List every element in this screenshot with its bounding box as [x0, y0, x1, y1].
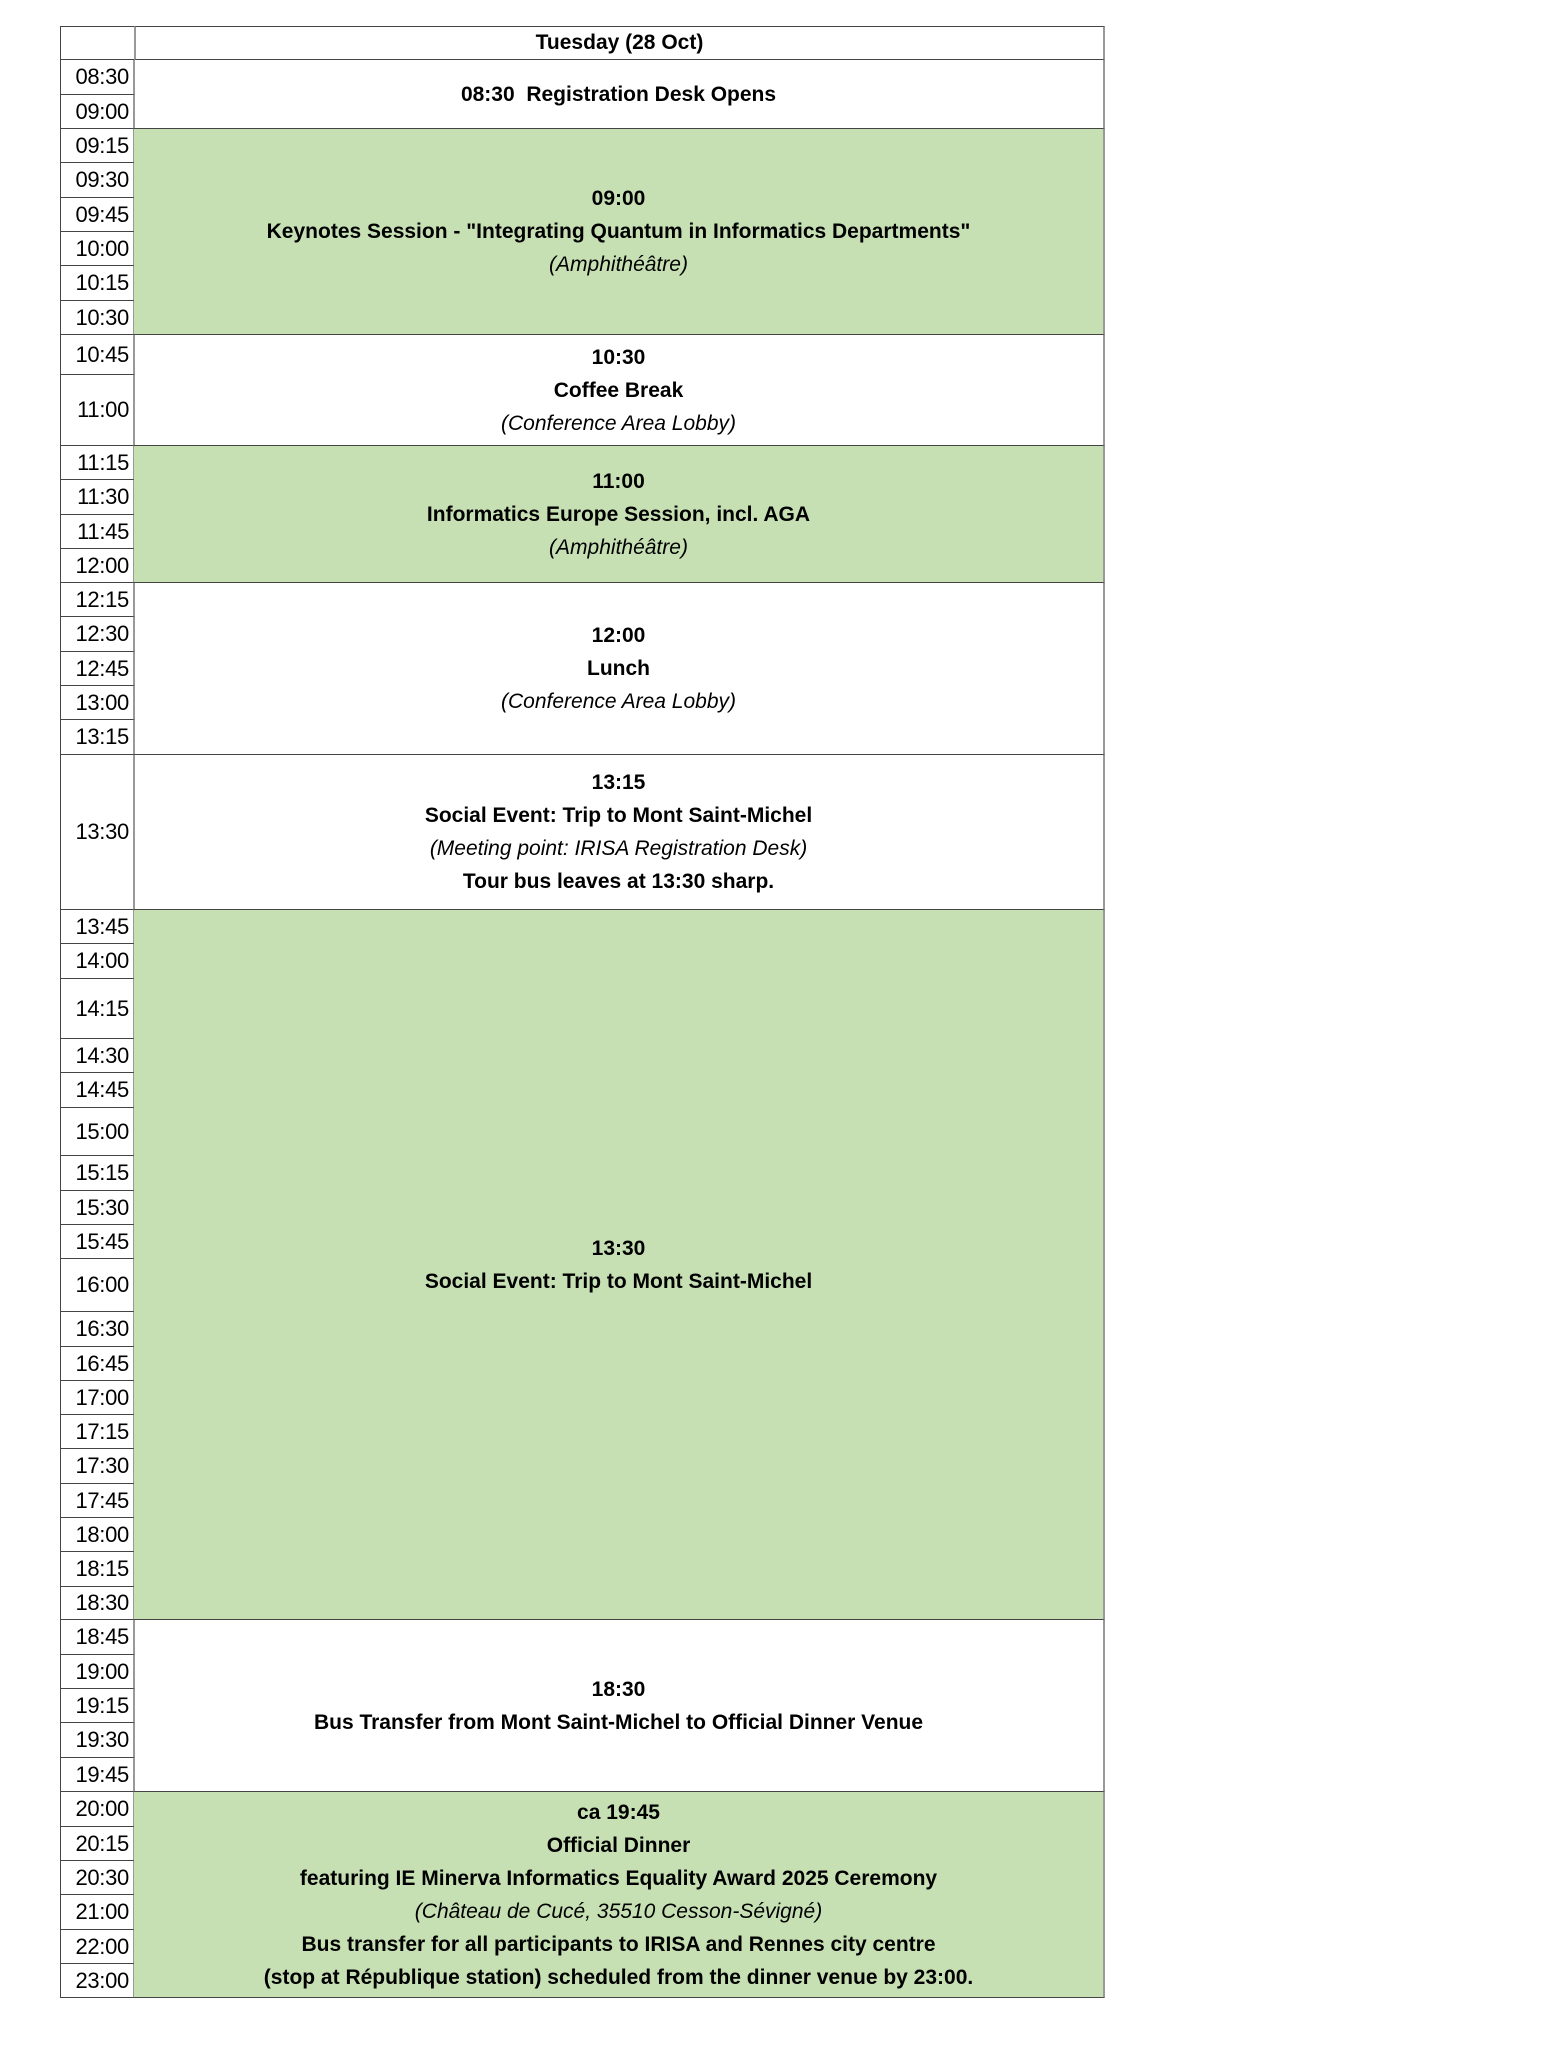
time-slot: 09:45: [60, 198, 135, 232]
event-keynotes: [134, 129, 1105, 335]
event-title: (stop at République station) scheduled from the dinner venue by 23:00.: [263, 1965, 974, 1989]
event-location: (Amphithéâtre): [549, 535, 688, 559]
time-slot: 17:30: [60, 1449, 135, 1484]
time-slot: 14:15: [60, 979, 135, 1039]
event-time: 10:30: [591, 345, 646, 369]
time-slot: 23:00: [60, 1964, 135, 1998]
time-slot: 13:00: [60, 686, 135, 720]
time-slot: 20:30: [60, 1861, 135, 1895]
time-slot: 13:45: [60, 910, 135, 944]
event-title: featuring IE Minerva Informatics Equality Award 2025 Ceremony: [299, 1866, 938, 1890]
time-slot: 18:00: [60, 1518, 135, 1552]
time-slot: 11:00: [60, 375, 135, 446]
time-slot: 15:00: [60, 1108, 135, 1156]
time-slot: 14:00: [60, 944, 135, 979]
event-location: (Meeting point: IRISA Registration Desk): [429, 837, 808, 860]
time-slot: 11:45: [60, 515, 135, 549]
time-slot: 17:45: [60, 1484, 135, 1518]
time-slot: 18:15: [60, 1552, 135, 1587]
event-title: Social Event: Trip to Mont Saint-Michel: [424, 1269, 813, 1293]
time-slot: 11:15: [60, 446, 135, 480]
event-bus-transfer: [134, 1620, 1105, 1792]
time-slot: 12:30: [60, 617, 135, 652]
event-time: 11:00: [592, 469, 645, 493]
time-slot: 19:15: [60, 1689, 135, 1723]
event-title: Lunch: [587, 657, 650, 680]
event-social-meeting: [134, 755, 1105, 910]
event-location: (Conference Area Lobby): [500, 690, 737, 713]
time-slot: 09:30: [60, 163, 135, 198]
time-slot: 17:00: [60, 1381, 135, 1415]
event-time: 09:00: [591, 187, 646, 210]
event-title: Official Dinner: [546, 1833, 691, 1857]
time-slot: 19:00: [60, 1655, 135, 1689]
time-slot: 21:00: [60, 1895, 135, 1930]
time-slot: 22:00: [60, 1930, 135, 1964]
time-slot: 14:45: [60, 1073, 135, 1108]
time-slot: 12:15: [60, 583, 135, 617]
time-slot: 20:15: [60, 1827, 135, 1861]
event-time: 18:30: [591, 1677, 646, 1701]
time-slot: 08:30: [60, 60, 135, 95]
time-slot: 16:00: [60, 1259, 135, 1312]
event-time: 13:15: [591, 771, 646, 794]
event-official-dinner: [134, 1792, 1105, 1998]
corner-cell: [60, 26, 135, 60]
time-slot: 13:15: [60, 720, 135, 755]
time-slot: 19:30: [60, 1723, 135, 1758]
event-title: Tour bus leaves at 13:30 sharp.: [462, 870, 775, 893]
time-slot: 10:30: [60, 301, 135, 335]
event-location: (Amphithéâtre): [549, 253, 688, 276]
time-slot: 16:30: [60, 1312, 135, 1347]
event-location: (Conference Area Lobby): [500, 411, 737, 435]
time-slot: 15:15: [60, 1156, 135, 1191]
time-slot: 20:00: [60, 1792, 135, 1827]
time-slot: 10:00: [60, 232, 135, 266]
event-title: Social Event: Trip to Mont Saint-Michel: [424, 804, 813, 827]
event-title: Coffee Break: [553, 378, 684, 402]
event-title: Keynotes Session - "Integrating Quantum in Informatics Departments": [266, 220, 971, 243]
time-slot: 12:45: [60, 652, 135, 686]
time-slot: 17:15: [60, 1415, 135, 1449]
time-slot: 19:45: [60, 1758, 135, 1792]
time-slot: 11:30: [60, 480, 135, 515]
event-title: Bus transfer for all participants to IRISA and Rennes city centre: [301, 1932, 936, 1956]
time-slot: 15:45: [60, 1225, 135, 1259]
time-slot: 10:15: [60, 266, 135, 301]
time-slot: 10:45: [60, 335, 135, 375]
time-slot: 14:30: [60, 1039, 135, 1073]
event-registration: [134, 60, 1105, 129]
time-slot: 16:45: [60, 1347, 135, 1381]
event-ie-session: [134, 446, 1105, 583]
event-title: Bus Transfer from Mont Saint-Michel to Official Dinner Venue: [313, 1710, 924, 1734]
time-slot: 13:30: [60, 755, 135, 910]
time-slot: 09:15: [60, 129, 135, 163]
event-lunch: [134, 583, 1105, 755]
event-title: Informatics Europe Session, incl. AGA: [426, 502, 811, 526]
time-slot: 12:00: [60, 549, 135, 583]
event-time: ca 19:45: [577, 1800, 660, 1824]
event-time: 08:30 Registration Desk Opens: [460, 82, 777, 106]
time-slot: 18:30: [60, 1587, 135, 1620]
schedule-table: [60, 26, 1105, 1998]
event-time: 13:30: [591, 1236, 646, 1260]
event-social-trip: [134, 910, 1105, 1620]
event-location: (Château de Cucé, 35510 Cesson-Sévigné): [414, 1899, 823, 1923]
time-slot: 15:30: [60, 1191, 135, 1225]
time-slot: 09:00: [60, 95, 135, 129]
event-coffee-break: [134, 335, 1105, 446]
day-header: Tuesday (28 Oct): [134, 26, 1105, 60]
event-time: 12:00: [591, 624, 646, 647]
time-slot: 18:45: [60, 1620, 135, 1655]
